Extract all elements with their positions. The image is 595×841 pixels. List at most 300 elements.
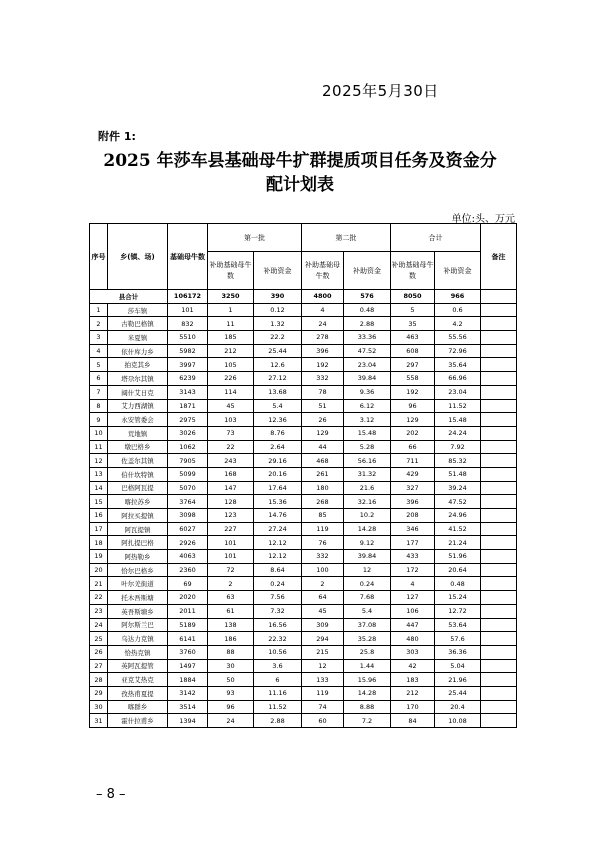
table-cell: 12 bbox=[302, 659, 344, 673]
allocation-table bbox=[89, 223, 517, 728]
town-name: 亚克艾热克 bbox=[108, 673, 168, 687]
attachment-label: 附件 1: bbox=[98, 130, 136, 143]
table-cell: 192 bbox=[302, 358, 344, 372]
table-cell: 35 bbox=[391, 317, 435, 331]
table-row bbox=[90, 659, 517, 673]
table-cell: 2975 bbox=[168, 413, 208, 427]
table-cell: 85.32 bbox=[435, 454, 481, 468]
table-cell: 127 bbox=[391, 591, 435, 605]
header-batch1: 第一批 bbox=[208, 224, 302, 252]
table-cell: 53.64 bbox=[435, 618, 481, 632]
table-cell: 72.96 bbox=[435, 344, 481, 358]
table-cell: 215 bbox=[302, 645, 344, 659]
table-cell: 0.6 bbox=[435, 303, 481, 317]
town-name: 阿热勒乡 bbox=[108, 550, 168, 564]
table-cell: 30 bbox=[208, 659, 254, 673]
town-name: 阿瓦提镇 bbox=[108, 522, 168, 536]
table-cell: 480 bbox=[391, 632, 435, 646]
table-cell: 2360 bbox=[168, 563, 208, 577]
table-cell bbox=[481, 495, 517, 509]
table-cell: 711 bbox=[391, 454, 435, 468]
table-cell bbox=[481, 700, 517, 714]
table-cell: 2 bbox=[90, 317, 108, 331]
table-cell: 2 bbox=[208, 577, 254, 591]
town-name: 阿拉买提镇 bbox=[108, 509, 168, 523]
table-cell: 66 bbox=[391, 440, 435, 454]
table-cell: 1 bbox=[90, 303, 108, 317]
table-cell bbox=[481, 604, 517, 618]
town-name: 伯什坎特镇 bbox=[108, 467, 168, 481]
table-cell: 4.2 bbox=[435, 317, 481, 331]
table-row bbox=[90, 303, 517, 317]
table-cell: 468 bbox=[302, 454, 344, 468]
table-cell: 51.96 bbox=[435, 550, 481, 564]
town-name: 孜热甫夏提 bbox=[108, 686, 168, 700]
table-cell bbox=[481, 385, 517, 399]
table-cell: 12 bbox=[90, 454, 108, 468]
table-cell: 226 bbox=[208, 372, 254, 386]
table-cell: 35.64 bbox=[435, 358, 481, 372]
table-cell bbox=[481, 563, 517, 577]
table-cell: 5.4 bbox=[254, 399, 302, 413]
table-cell: 11.52 bbox=[435, 399, 481, 413]
table-cell: 16 bbox=[90, 509, 108, 523]
table-cell: 1.44 bbox=[344, 659, 391, 673]
table-row bbox=[90, 344, 517, 358]
table-cell: 2.64 bbox=[254, 440, 302, 454]
table-cell bbox=[481, 454, 517, 468]
table-cell: 17.64 bbox=[254, 481, 302, 495]
table-cell: 147 bbox=[208, 481, 254, 495]
table-cell: 243 bbox=[208, 454, 254, 468]
table-cell: 106 bbox=[391, 604, 435, 618]
table-row bbox=[90, 413, 517, 427]
table-cell: 6 bbox=[90, 372, 108, 386]
table-cell bbox=[481, 714, 517, 728]
table-row bbox=[90, 618, 517, 632]
table-cell: 5.4 bbox=[344, 604, 391, 618]
table-cell: 41.52 bbox=[435, 522, 481, 536]
table-cell: 261 bbox=[302, 467, 344, 481]
table-row bbox=[90, 331, 517, 345]
table-cell: 5099 bbox=[168, 467, 208, 481]
table-cell bbox=[481, 591, 517, 605]
table-cell: 172 bbox=[391, 563, 435, 577]
table-cell: 11.52 bbox=[254, 700, 302, 714]
table-cell bbox=[481, 618, 517, 632]
table-cell: 12.12 bbox=[254, 536, 302, 550]
table-row bbox=[90, 714, 517, 728]
table-cell: 21.24 bbox=[435, 536, 481, 550]
table-cell: 5 bbox=[391, 303, 435, 317]
table-cell: 23.04 bbox=[435, 385, 481, 399]
table-cell: 15.96 bbox=[344, 673, 391, 687]
table-row bbox=[90, 645, 517, 659]
table-row bbox=[90, 509, 517, 523]
table-cell: 25.44 bbox=[435, 686, 481, 700]
table-cell: 5.28 bbox=[344, 440, 391, 454]
town-name: 托木吾斯塘 bbox=[108, 591, 168, 605]
document-title bbox=[90, 149, 510, 197]
table-cell: 558 bbox=[391, 372, 435, 386]
table-row bbox=[90, 358, 517, 372]
table-cell: 24.96 bbox=[435, 509, 481, 523]
table-cell: 4 bbox=[302, 303, 344, 317]
title-line-2: 配计划表 bbox=[266, 175, 334, 195]
table-cell: 0.48 bbox=[435, 577, 481, 591]
header-seq: 序号 bbox=[90, 224, 108, 290]
table-cell: 5.04 bbox=[435, 659, 481, 673]
table-cell: 22 bbox=[208, 440, 254, 454]
table-cell: 129 bbox=[302, 426, 344, 440]
table-cell: 6027 bbox=[168, 522, 208, 536]
table-row bbox=[90, 467, 517, 481]
table-cell: 129 bbox=[391, 413, 435, 427]
document-date: 2025年5月30日 bbox=[322, 82, 439, 100]
town-name: 塔尕尔其镇 bbox=[108, 372, 168, 386]
town-name: 恰尔巴格乡 bbox=[108, 563, 168, 577]
table-cell: 7.68 bbox=[344, 591, 391, 605]
table-cell: 78 bbox=[302, 385, 344, 399]
table-cell: 2926 bbox=[168, 536, 208, 550]
table-cell: 25.8 bbox=[344, 645, 391, 659]
table-cell: 8050 bbox=[391, 290, 435, 304]
table-cell: 6239 bbox=[168, 372, 208, 386]
header-t-cattle: 补助基础母牛数 bbox=[391, 252, 435, 290]
table-cell: 14.28 bbox=[344, 686, 391, 700]
table-row bbox=[90, 563, 517, 577]
table-cell: 966 bbox=[435, 290, 481, 304]
table-cell: 3 bbox=[90, 331, 108, 345]
town-name: 永安管委会 bbox=[108, 413, 168, 427]
table-cell: 183 bbox=[391, 673, 435, 687]
table-cell: 14.76 bbox=[254, 509, 302, 523]
table-cell: 27.24 bbox=[254, 522, 302, 536]
table-cell: 11.16 bbox=[254, 686, 302, 700]
table-cell: 101 bbox=[168, 303, 208, 317]
table-cell: 268 bbox=[302, 495, 344, 509]
table-cell: 29 bbox=[90, 686, 108, 700]
table-cell: 114 bbox=[208, 385, 254, 399]
table-cell: 74 bbox=[302, 700, 344, 714]
table-cell: 170 bbox=[391, 700, 435, 714]
table-cell: 8.88 bbox=[344, 700, 391, 714]
table-cell: 24 bbox=[302, 317, 344, 331]
table-cell bbox=[481, 290, 517, 304]
table-cell: 832 bbox=[168, 317, 208, 331]
table-cell: 1 bbox=[208, 303, 254, 317]
table-cell: 44 bbox=[302, 440, 344, 454]
table-cell: 12.36 bbox=[254, 413, 302, 427]
town-name: 拍克其乡 bbox=[108, 358, 168, 372]
header-t-fund: 补助资金 bbox=[435, 252, 481, 290]
table-cell: 22.2 bbox=[254, 331, 302, 345]
table-cell: 327 bbox=[391, 481, 435, 495]
table-cell: 278 bbox=[302, 331, 344, 345]
table-cell: 4063 bbox=[168, 550, 208, 564]
table-cell: 66.96 bbox=[435, 372, 481, 386]
total-row bbox=[90, 290, 517, 304]
table-cell: 20.64 bbox=[435, 563, 481, 577]
table-cell: 29.16 bbox=[254, 454, 302, 468]
table-cell: 93 bbox=[208, 686, 254, 700]
table-cell: 1871 bbox=[168, 399, 208, 413]
table-cell: 123 bbox=[208, 509, 254, 523]
table-cell bbox=[481, 550, 517, 564]
table-cell: 76 bbox=[302, 536, 344, 550]
table-cell: 106172 bbox=[168, 290, 208, 304]
table-cell: 63 bbox=[208, 591, 254, 605]
table-cell: 3760 bbox=[168, 645, 208, 659]
table-cell: 297 bbox=[391, 358, 435, 372]
table-cell: 96 bbox=[391, 399, 435, 413]
table-cell bbox=[481, 331, 517, 345]
table-cell: 60 bbox=[302, 714, 344, 728]
town-name: 恰热克镇 bbox=[108, 645, 168, 659]
table-cell: 22.32 bbox=[254, 632, 302, 646]
table-cell bbox=[481, 358, 517, 372]
table-cell: 303 bbox=[391, 645, 435, 659]
table-cell: 3026 bbox=[168, 426, 208, 440]
table-cell: 20 bbox=[90, 563, 108, 577]
table-cell: 346 bbox=[391, 522, 435, 536]
table-row bbox=[90, 577, 517, 591]
table-cell: 15.48 bbox=[435, 413, 481, 427]
table-cell: 30 bbox=[90, 700, 108, 714]
table-cell: 192 bbox=[391, 385, 435, 399]
table-row bbox=[90, 591, 517, 605]
table-cell: 10 bbox=[90, 426, 108, 440]
table-cell: 7.2 bbox=[344, 714, 391, 728]
table-cell: 3142 bbox=[168, 686, 208, 700]
table-cell: 19 bbox=[90, 550, 108, 564]
table-cell: 186 bbox=[208, 632, 254, 646]
table-row bbox=[90, 550, 517, 564]
table-cell: 177 bbox=[391, 536, 435, 550]
town-name: 阿尔斯兰巴 bbox=[108, 618, 168, 632]
table-cell: 396 bbox=[391, 495, 435, 509]
table-cell: 576 bbox=[344, 290, 391, 304]
table-cell: 24 bbox=[208, 714, 254, 728]
table-cell bbox=[481, 426, 517, 440]
table-cell: 180 bbox=[302, 481, 344, 495]
table-cell: 61 bbox=[208, 604, 254, 618]
table-cell: 10.08 bbox=[435, 714, 481, 728]
table-cell: 6141 bbox=[168, 632, 208, 646]
town-name: 阿扎提巴格 bbox=[108, 536, 168, 550]
header-b2-cattle: 补助基础母牛数 bbox=[302, 252, 344, 290]
table-cell bbox=[481, 440, 517, 454]
table-cell bbox=[481, 536, 517, 550]
table-cell: 119 bbox=[302, 686, 344, 700]
table-row bbox=[90, 399, 517, 413]
table-cell bbox=[481, 522, 517, 536]
table-cell: 22 bbox=[90, 591, 108, 605]
table-cell bbox=[481, 303, 517, 317]
table-cell: 2.88 bbox=[344, 317, 391, 331]
table-cell: 5 bbox=[90, 358, 108, 372]
table-cell: 15 bbox=[90, 495, 108, 509]
table-cell: 3098 bbox=[168, 509, 208, 523]
table-cell: 7.92 bbox=[435, 440, 481, 454]
total-label: 县合计 bbox=[90, 290, 168, 304]
table-cell: 0.12 bbox=[254, 303, 302, 317]
table-cell: 96 bbox=[208, 700, 254, 714]
table-cell: 14.28 bbox=[344, 522, 391, 536]
table-cell: 32.16 bbox=[344, 495, 391, 509]
table-cell: 88 bbox=[208, 645, 254, 659]
table-cell: 39.84 bbox=[344, 372, 391, 386]
table-cell: 2 bbox=[302, 577, 344, 591]
town-name: 喀群乡 bbox=[108, 700, 168, 714]
table-cell: 100 bbox=[302, 563, 344, 577]
town-name: 依什库力乡 bbox=[108, 344, 168, 358]
table-cell: 12 bbox=[344, 563, 391, 577]
table-row bbox=[90, 372, 517, 386]
table-cell: 42 bbox=[391, 659, 435, 673]
town-name: 古勒巴格镇 bbox=[108, 317, 168, 331]
table-cell: 24 bbox=[90, 618, 108, 632]
town-name: 霍什拉甫乡 bbox=[108, 714, 168, 728]
table-cell: 1062 bbox=[168, 440, 208, 454]
table-cell: 8.64 bbox=[254, 563, 302, 577]
town-name: 叶尔羌街道 bbox=[108, 577, 168, 591]
table-cell: 6 bbox=[254, 673, 302, 687]
table-cell: 447 bbox=[391, 618, 435, 632]
table-cell: 0.24 bbox=[344, 577, 391, 591]
table-cell: 332 bbox=[302, 372, 344, 386]
table-cell: 3764 bbox=[168, 495, 208, 509]
table-cell: 51 bbox=[302, 399, 344, 413]
table-cell: 31.32 bbox=[344, 467, 391, 481]
page-number: – 8 – bbox=[96, 787, 126, 802]
table-cell: 27.12 bbox=[254, 372, 302, 386]
table-cell: 28 bbox=[90, 673, 108, 687]
table-cell: 294 bbox=[302, 632, 344, 646]
table-cell: 64 bbox=[302, 591, 344, 605]
table-cell: 4 bbox=[90, 344, 108, 358]
town-name: 阔什艾日克 bbox=[108, 385, 168, 399]
table-cell: 138 bbox=[208, 618, 254, 632]
table-cell: 103 bbox=[208, 413, 254, 427]
table-row bbox=[90, 426, 517, 440]
table-cell: 433 bbox=[391, 550, 435, 564]
town-name: 佐盖尔其镇 bbox=[108, 454, 168, 468]
table-cell: 36.36 bbox=[435, 645, 481, 659]
table-cell: 57.6 bbox=[435, 632, 481, 646]
table-cell: 227 bbox=[208, 522, 254, 536]
table-cell: 15.36 bbox=[254, 495, 302, 509]
table-cell: 0.24 bbox=[254, 577, 302, 591]
table-cell: 212 bbox=[391, 686, 435, 700]
table-cell: 7905 bbox=[168, 454, 208, 468]
table-row bbox=[90, 317, 517, 331]
table-cell: 13 bbox=[90, 467, 108, 481]
town-name: 米夏镇 bbox=[108, 331, 168, 345]
table-row bbox=[90, 440, 517, 454]
title-line-1: 2025 年莎车县基础母牛扩群提质项目任务及资金分 bbox=[103, 151, 497, 171]
table-row bbox=[90, 454, 517, 468]
table-cell: 1394 bbox=[168, 714, 208, 728]
table-cell: 4800 bbox=[302, 290, 344, 304]
table-cell: 2011 bbox=[168, 604, 208, 618]
table-row bbox=[90, 536, 517, 550]
town-name: 墩巴格乡 bbox=[108, 440, 168, 454]
table-cell: 23.04 bbox=[344, 358, 391, 372]
table-cell: 208 bbox=[391, 509, 435, 523]
table-cell: 10.56 bbox=[254, 645, 302, 659]
table-cell: 3250 bbox=[208, 290, 254, 304]
table-cell: 1.32 bbox=[254, 317, 302, 331]
table-cell: 55.56 bbox=[435, 331, 481, 345]
town-name: 乌达力克镇 bbox=[108, 632, 168, 646]
town-name: 英吾斯塘乡 bbox=[108, 604, 168, 618]
table-cell: 390 bbox=[254, 290, 302, 304]
table-cell: 73 bbox=[208, 426, 254, 440]
table-cell bbox=[481, 481, 517, 495]
table-row bbox=[90, 604, 517, 618]
table-cell: 5070 bbox=[168, 481, 208, 495]
header-town: 乡(镇、场) bbox=[108, 224, 168, 290]
table-cell: 2020 bbox=[168, 591, 208, 605]
table-cell: 26 bbox=[90, 645, 108, 659]
table-cell: 429 bbox=[391, 467, 435, 481]
table-cell: 50 bbox=[208, 673, 254, 687]
table-cell: 21 bbox=[90, 577, 108, 591]
table-cell: 6.12 bbox=[344, 399, 391, 413]
table-row bbox=[90, 495, 517, 509]
table-cell: 9 bbox=[90, 413, 108, 427]
town-name: 喀拉苏乡 bbox=[108, 495, 168, 509]
table-cell bbox=[481, 413, 517, 427]
table-cell: 1497 bbox=[168, 659, 208, 673]
table-cell: 21.96 bbox=[435, 673, 481, 687]
table-cell: 18 bbox=[90, 536, 108, 550]
table-cell: 4 bbox=[391, 577, 435, 591]
table-cell: 9.12 bbox=[344, 536, 391, 550]
table-cell: 12.6 bbox=[254, 358, 302, 372]
table-cell bbox=[481, 509, 517, 523]
table-cell: 185 bbox=[208, 331, 254, 345]
table-cell: 168 bbox=[208, 467, 254, 481]
table-cell: 69 bbox=[168, 577, 208, 591]
header-b2-fund: 补助资金 bbox=[344, 252, 391, 290]
table-cell: 39.24 bbox=[435, 481, 481, 495]
table-cell bbox=[481, 632, 517, 646]
table-cell: 8 bbox=[90, 399, 108, 413]
header-base-cattle: 基础母牛数 bbox=[168, 224, 208, 290]
table-cell: 26 bbox=[302, 413, 344, 427]
table-row bbox=[90, 632, 517, 646]
table-cell bbox=[481, 673, 517, 687]
table-cell: 85 bbox=[302, 509, 344, 523]
table-cell bbox=[481, 645, 517, 659]
header-batch2: 第二批 bbox=[302, 224, 391, 252]
table-cell bbox=[481, 467, 517, 481]
table-cell: 35.28 bbox=[344, 632, 391, 646]
table-cell: 9.36 bbox=[344, 385, 391, 399]
header-total: 合计 bbox=[391, 224, 481, 252]
table-cell: 12.12 bbox=[254, 550, 302, 564]
table-cell: 202 bbox=[391, 426, 435, 440]
table-cell: 11 bbox=[208, 317, 254, 331]
table-cell: 84 bbox=[391, 714, 435, 728]
table-cell: 21.6 bbox=[344, 481, 391, 495]
table-cell: 332 bbox=[302, 550, 344, 564]
table-cell: 3143 bbox=[168, 385, 208, 399]
table-cell: 133 bbox=[302, 673, 344, 687]
table-cell: 3.6 bbox=[254, 659, 302, 673]
